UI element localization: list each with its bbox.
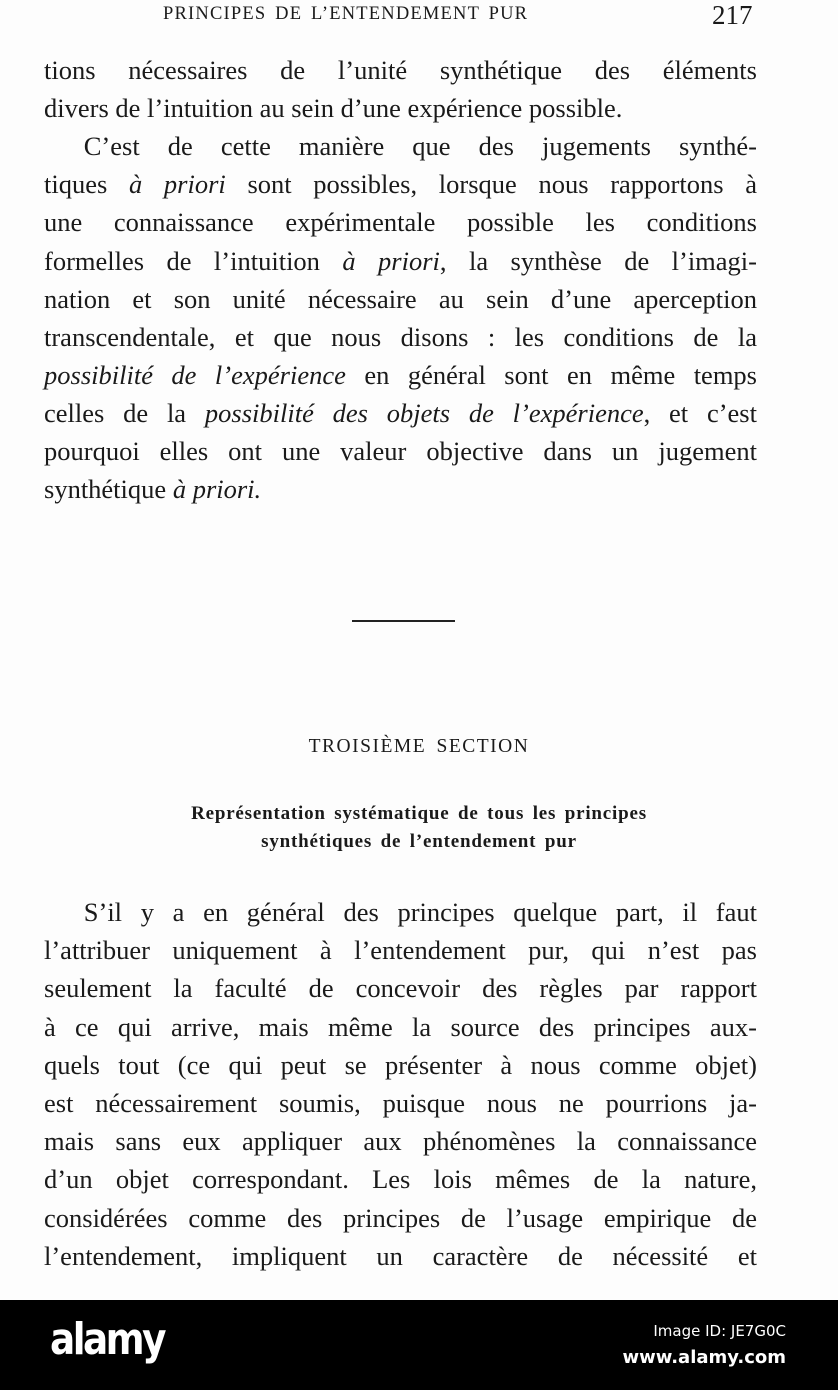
text-line bbox=[44, 972, 757, 1004]
text-line bbox=[44, 1202, 757, 1234]
italic-text: à priori bbox=[128, 169, 226, 200]
section-label: TROISIÈME SECTION bbox=[308, 736, 530, 757]
text-segment: celles de la bbox=[44, 397, 205, 428]
text-segment: divers de l’intuition au sein d’une expérience possible. bbox=[44, 93, 623, 124]
text-segment: est nécessairement soumis, puisque nous ne pourrions ja- bbox=[44, 1088, 757, 1118]
text-segment: C’est de cette manière que des jugements synthé- bbox=[44, 131, 757, 162]
image-id: Image ID: JE7G0C bbox=[653, 1322, 786, 1340]
alamy-logo: alamy bbox=[50, 1314, 164, 1365]
text-line bbox=[44, 283, 757, 315]
text-segment: considérées comme des principes de l’usage empirique de bbox=[44, 1202, 757, 1233]
section-title-line-2: synthétiques de l’entendement pur bbox=[261, 831, 577, 852]
site-url: www.alamy.com bbox=[622, 1347, 786, 1368]
text-line bbox=[44, 1163, 757, 1195]
text-segment: mais sans eux appliquer aux phénomènes la connaissance bbox=[44, 1126, 757, 1157]
text-line bbox=[44, 1011, 757, 1043]
text-segment: synthétique bbox=[44, 474, 173, 505]
text-segment: , la synthèse de l’imagi- bbox=[439, 245, 757, 276]
text-line bbox=[44, 54, 757, 86]
text-line bbox=[44, 397, 757, 429]
text-segment: l’attribuer uniquement à l’entendement pur, qui n’est pas bbox=[44, 935, 757, 966]
text-segment: , et c’est bbox=[643, 397, 757, 428]
text-line bbox=[44, 130, 757, 162]
text-line bbox=[44, 92, 757, 124]
text-line bbox=[44, 1125, 757, 1157]
italic-text: à priori bbox=[342, 245, 440, 276]
text-segment: l’entendement, impliquent un caractère de nécessité et bbox=[44, 1240, 757, 1271]
italic-text: possibilité de l’expérience bbox=[44, 359, 346, 390]
text-line bbox=[44, 435, 757, 467]
text-segment: seulement la faculté de concevoir des règles par rapport bbox=[44, 973, 757, 1004]
text-segment: nation et son unité nécessaire au sein d’une aperception bbox=[44, 283, 757, 314]
text-line bbox=[44, 245, 757, 277]
text-line bbox=[44, 1087, 757, 1119]
text-line bbox=[44, 896, 757, 928]
text-segment: pourquoi elles ont une valeur objective dans un jugement bbox=[44, 436, 757, 466]
italic-text: à priori. bbox=[172, 474, 262, 505]
text-line bbox=[44, 359, 757, 391]
section-divider bbox=[352, 620, 455, 622]
watermark-bar bbox=[0, 1300, 838, 1390]
text-segment: tiques bbox=[44, 169, 129, 200]
text-line bbox=[44, 1240, 757, 1272]
text-line bbox=[44, 206, 757, 238]
text-line bbox=[44, 473, 757, 505]
text-line bbox=[44, 934, 757, 966]
text-line bbox=[44, 1049, 757, 1081]
text-segment: formelles de l’intuition bbox=[44, 245, 343, 276]
section-title-line-1: Représentation systématique de tous les principes bbox=[191, 803, 647, 824]
running-title: PRINCIPES DE L’ENTENDEMENT PUR bbox=[163, 4, 529, 24]
text-line bbox=[44, 321, 757, 353]
text-line bbox=[44, 168, 757, 200]
text-segment: d’un objet correspondant. Les lois mêmes de la nature, bbox=[44, 1164, 757, 1195]
text-segment: quels tout (ce qui peut se présenter à nous comme objet) bbox=[44, 1049, 757, 1080]
page-number: 217 bbox=[712, 0, 753, 30]
text-segment: transcendentale, et que nous disons : les conditions de la bbox=[44, 321, 757, 352]
text-segment: en général sont en même temps bbox=[345, 359, 757, 390]
text-segment: à ce qui arrive, mais même la source des principes aux- bbox=[44, 1011, 757, 1042]
text-segment: sont possibles, lorsque nous rapportons à bbox=[225, 169, 757, 200]
text-segment: tions nécessaires de l’unité synthétique des éléments bbox=[44, 55, 757, 85]
italic-text: possibilité des objets de l’expérience bbox=[204, 397, 644, 428]
text-segment: une connaissance expérimentale possible les conditions bbox=[44, 207, 757, 238]
text-segment: S’il y a en général des principes quelque part, il faut bbox=[44, 897, 757, 927]
